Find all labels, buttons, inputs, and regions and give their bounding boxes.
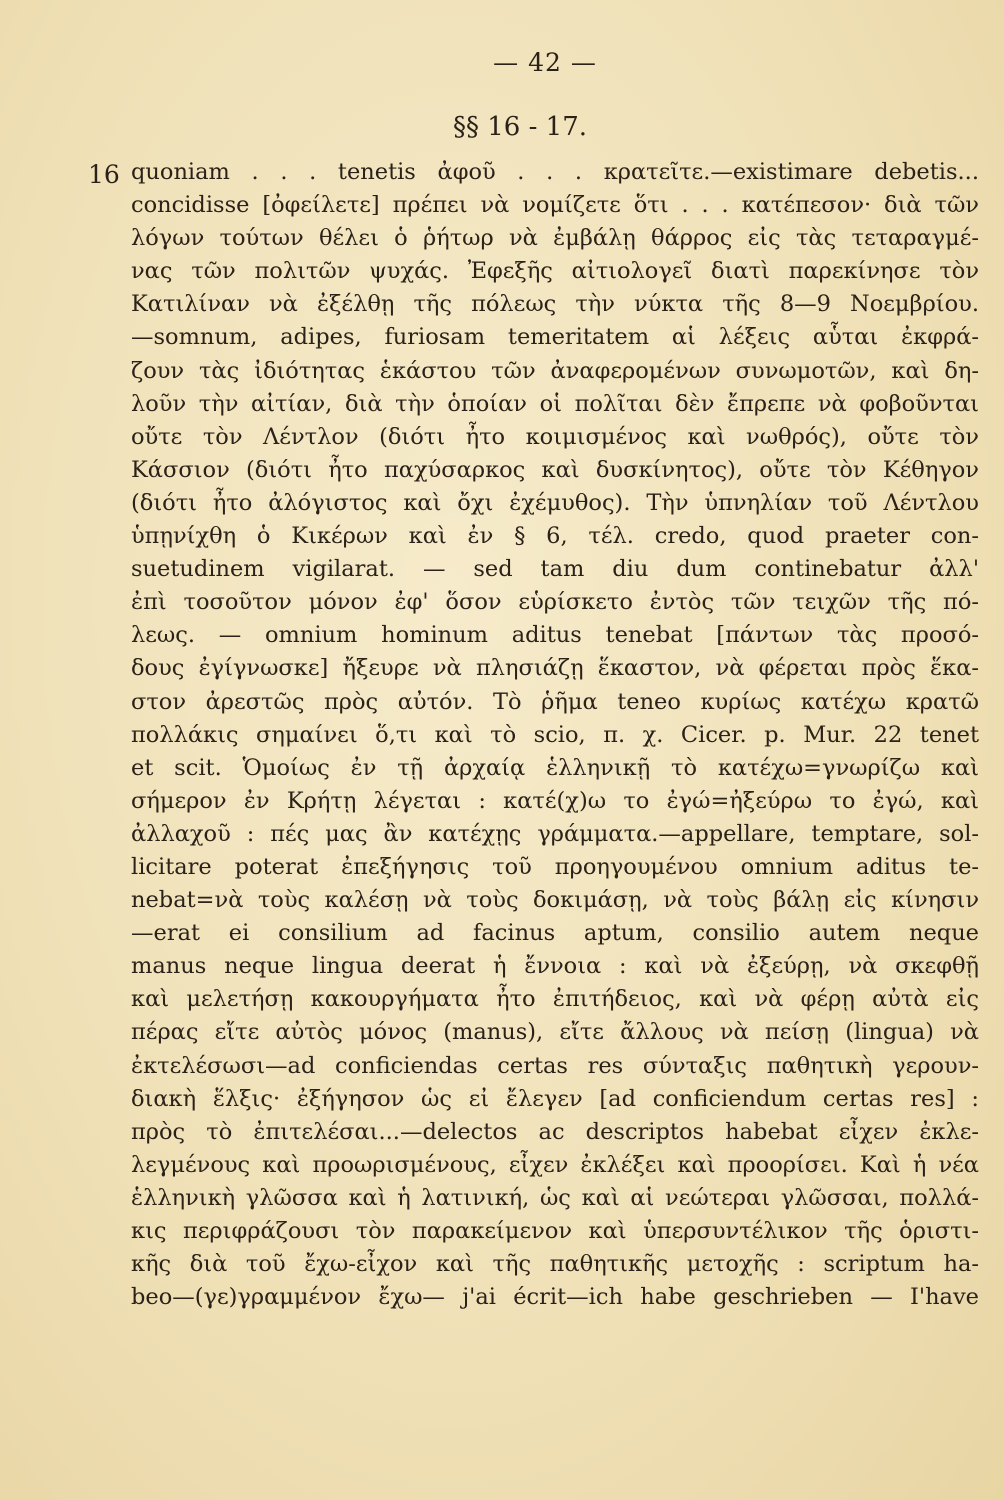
- chapter-marker: 16: [88, 160, 120, 189]
- section-heading: §§ 16 - 17.: [452, 112, 587, 142]
- text-line: διακὴ ἕλξις· ἐξήγησον ὡς εἰ ἔλεγεν [ad conficiendum certas res] :: [131, 1085, 979, 1112]
- text-line: ἐπὶ τοσοῦτον μόνον ἐφ' ὅσον εὑρίσκετο ἐντὸς τῶν τειχῶν τῆς πό-: [131, 589, 979, 616]
- text-line: ἑλληνικὴ γλῶσσα καὶ ἡ λατινική, ὡς καὶ αἱ νεώτεραι γλῶσσαι, πολλά-: [131, 1184, 979, 1211]
- text-line: suetudinem vigilarat. — sed tam diu dum continebatur ἀλλ': [131, 556, 979, 583]
- text-line: concidisse [ὀφείλετε] πρέπει νὰ νομίζετε ὅτι . . . κατέπεσον· διὰ τῶν: [131, 192, 979, 219]
- text-line: κῆς διὰ τοῦ ἔχω-εἶχον καὶ τῆς παθητικῆς μετοχῆς : scriptum ha-: [131, 1251, 979, 1278]
- text-line: κις περιφράζουσι τὸν παρακείμενον καὶ ὑπερσυντέλικον τῆς ὁριστι-: [131, 1218, 979, 1244]
- text-line: λοῦν τὴν αἰτίαν, διὰ τὴν ὁποίαν οἱ πολῖται δὲν ἔπρεπε νὰ φοβοῦνται: [131, 390, 979, 417]
- text-line: Κατιλίναν νὰ ἐξέλθῃ τῆς πόλεως τὴν νύκτα τῆς 8—9 Νοεμβρίου.: [131, 291, 979, 318]
- text-line: beo—(γε)γραμμένον ἔχω— j'ai écrit—ich habe geschrieben — I'have: [131, 1284, 979, 1311]
- text-line: νας τῶν πολιτῶν ψυχάς. Ἐφεξῆς αἰτιολογεῖ διατὶ παρεκίνησε τὸν: [131, 258, 979, 285]
- page-number: — 42 —: [493, 48, 597, 77]
- text-line: λόγων τούτων θέλει ὁ ῥήτωρ νὰ ἐμβάλῃ θάρρος εἰς τὰς τεταραγμέ-: [131, 225, 979, 252]
- text-line: Κάσσιον (διότι ἦτο παχύσαρκος καὶ δυσκίνητος), οὔτε τὸν Κέθηγον: [131, 456, 979, 483]
- text-line: licitare poterat ἐπεξήγησις τοῦ προηγουμένου omnium aditus te-: [131, 853, 979, 880]
- text-line: ὑπῃνίχθη ὁ Κικέρων καὶ ἐν § 6, τέλ. credo, quod praeter con-: [131, 523, 979, 550]
- text-line: πρὸς τὸ ἐπιτελέσαι...—delectos ac descriptos habebat εἶχεν ἐκλε-: [131, 1118, 979, 1145]
- text-line: —erat ei consilium ad facinus aptum, consilio autem neque: [131, 920, 979, 947]
- text-line: manus neque lingua deerat ἡ ἔννοια : καὶ νὰ ἐξεύρῃ, νὰ σκεφθῇ: [131, 953, 979, 980]
- text-line: λεως. — omnium hominum aditus tenebat [πάντων τὰς προσό-: [131, 622, 979, 649]
- text-line: (διότι ἦτο ἀλόγιστος καὶ ὄχι ἐχέμυθος). Τὴν ὑπνηλίαν τοῦ Λέντλου: [131, 489, 979, 516]
- text-line: σήμερον ἐν Κρήτῃ λέγεται : κατέ(χ)ω το ἐγώ=ἠξεύρω το ἐγώ, καὶ: [131, 787, 979, 814]
- text-line: λεγμένους καὶ προωρισμένους, εἶχεν ἐκλέξει καὶ προορίσει. Καὶ ἡ νέα: [131, 1151, 979, 1178]
- text-line: —somnum, adipes, furiosam temeritatem αἱ λέξεις αὗται ἐκφρά-: [131, 324, 979, 351]
- commentary-text: [131, 156, 979, 1314]
- text-line: πολλάκις σημαίνει ὅ,τι καὶ τὸ scio, π. χ. Cicer. p. Mur. 22 tenet: [131, 721, 979, 748]
- text-line: ἀλλαχοῦ : πές μας ἂν κατέχῃς γράμματα.—appellare, temptare, sol-: [131, 820, 979, 847]
- text-line: οὔτε τὸν Λέντλον (διότι ἦτο κοιμισμένος καὶ νωθρός), οὔτε τὸν: [131, 423, 979, 450]
- text-line: nebat=νὰ τοὺς καλέσῃ νὰ τοὺς δοκιμάσῃ, νὰ τοὺς βάλῃ εἰς κίνησιν: [131, 887, 979, 914]
- text-line: ζουν τὰς ἰδιότητας ἑκάστου τῶν ἀναφερομένων συνωμοτῶν, καὶ δη-: [131, 357, 979, 384]
- text-line: ἐκτελέσωσι—ad conficiendas certas res σύνταξις παθητικὴ γερουν-: [131, 1052, 979, 1079]
- text-line: quoniam . . . tenetis ἀφοῦ . . . κρατεῖτε.—existimare debetis...: [131, 159, 979, 185]
- text-line: πέρας εἴτε αὐτὸς μόνος (manus), εἴτε ἄλλους νὰ πείσῃ (lingua) νὰ: [131, 1019, 979, 1046]
- text-line: et scit. Ὁμοίως ἐν τῇ ἀρχαίᾳ ἑλληνικῇ τὸ κατέχω=γνωρίζω καὶ: [131, 754, 979, 781]
- text-line: δους ἐγίγνωσκε] ἤξευρε νὰ πλησιάζῃ ἕκαστον, νὰ φέρεται πρὸς ἕκα-: [131, 655, 979, 682]
- text-line: καὶ μελετήσῃ κακουργήματα ἦτο ἐπιτήδειος, καὶ νὰ φέρῃ αὐτὰ εἰς: [131, 986, 979, 1013]
- text-line: στον ἀρεστῶς πρὸς αὐτόν. Τὸ ῥῆμα teneo κυρίως κατέχω κρατῶ: [131, 688, 979, 715]
